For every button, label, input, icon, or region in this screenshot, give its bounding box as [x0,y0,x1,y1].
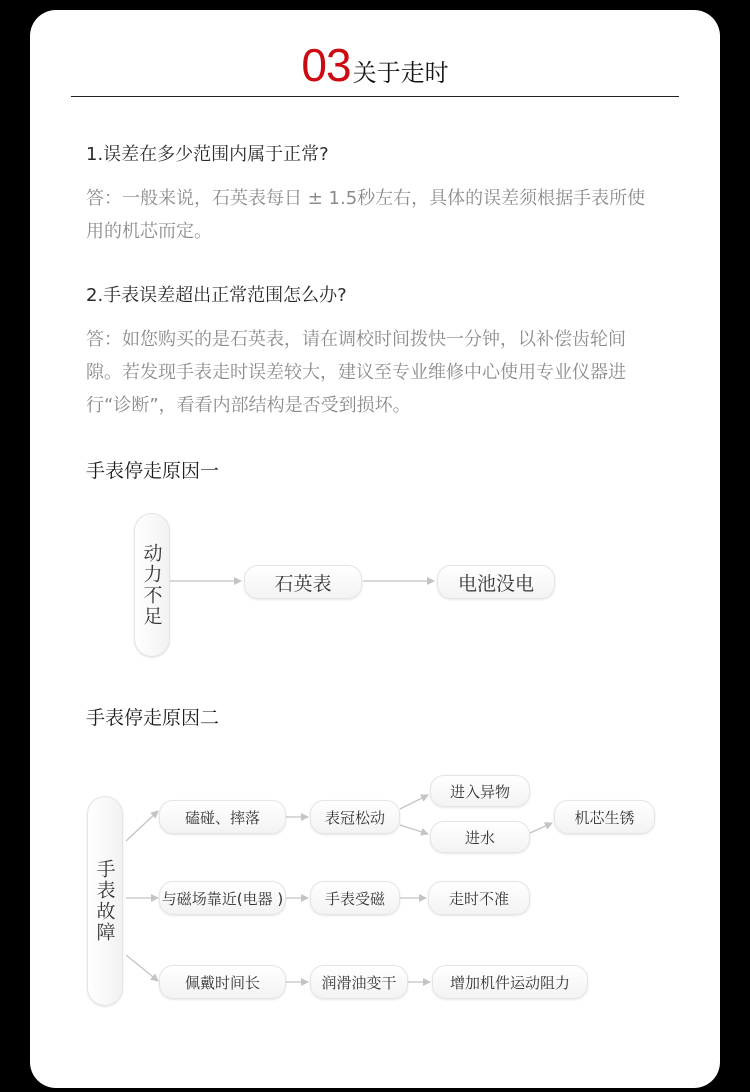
content-card [30,10,720,1088]
node-inaccurate: 走时不准 [428,881,530,915]
node-foreign-matter: 进入异物 [430,775,530,807]
node-long-wear: 佩戴时间长 [159,965,286,999]
answer-line: 行“诊断”，看看内部结构是否受到损坏。 [86,395,411,416]
arrow-root-to-bump [126,811,158,841]
answer-line: 答：一般来说，石英表每日 ± 1.5秒左右，具体的误差须根据手表所使 [86,188,646,209]
diagram2-root-node: 手表故障 [87,796,123,1006]
node-bump-drop: 磕碰、摔落 [159,800,286,834]
faq-question-1: 1.误差在多少范围内属于正常? [86,144,329,165]
node-crown-loose: 表冠松动 [310,800,400,834]
faq-question-2: 2.手表误差超出正常范围怎么办? [86,285,347,306]
diagram1-title: 手表停走原因一 [86,460,220,482]
node-resistance: 增加机件运动阻力 [432,965,588,999]
node-magnet-proximity: 与磁场靠近(电器 ) [159,881,286,915]
node-oil-dry: 润滑油变干 [310,965,408,999]
section-number: 03 [301,39,351,91]
node-water-ingress: 进水 [430,821,530,853]
diagram1-node-battery: 电池没电 [437,565,555,599]
answer-line: 隙。若发现手表走时误差较大，建议至专业维修中心使用专业仪器进 [86,362,626,383]
arrow-root-to-wear [126,955,158,981]
arrow-crown-to-water [400,825,428,834]
arrow-water-to-rust [530,823,552,833]
answer-line: 答：如您购买的是石英表，请在调校时间拨快一分钟，以补偿齿轮间 [86,329,626,350]
node-magnetized: 手表受磁 [310,881,400,915]
section-title: 关于走时 [352,59,449,87]
diagram1-node-quartz: 石英表 [244,565,362,599]
diagram2-title: 手表停走原因二 [86,707,220,729]
node-movement-rust: 机芯生锈 [554,800,655,834]
arrow-crown-to-foreign [400,795,428,809]
answer-line: 用的机芯而定。 [86,221,212,242]
diagram1-root-node: 动力不足 [134,513,170,657]
